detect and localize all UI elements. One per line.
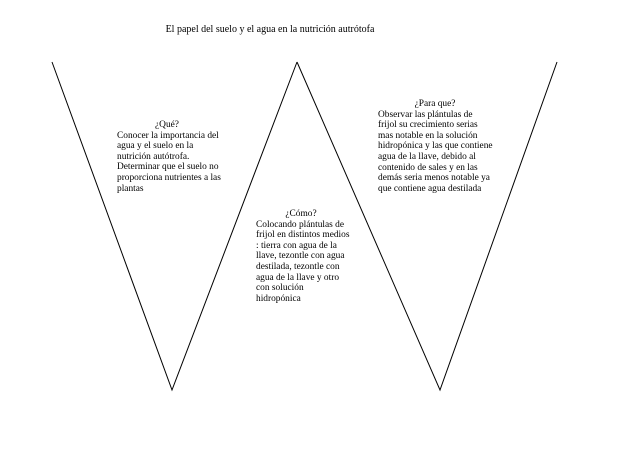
text-line: llave, tezontle con agua — [256, 251, 345, 262]
que-heading: ¿Qué? — [155, 120, 179, 130]
text-line: agua de la llave y otro — [256, 272, 340, 283]
text-line: Colocando plántulas de — [256, 219, 345, 230]
text-line: proporciona nutrientes a las — [117, 172, 221, 183]
text-line: plantas — [117, 183, 144, 194]
text-line: que contiene agua destilada — [378, 183, 482, 194]
para-que-heading: ¿Para que? — [414, 99, 456, 109]
page-title: El papel del suelo y el agua en la nutrición autrótofa — [165, 24, 375, 35]
text-line: hidropónica y las que contiene — [378, 141, 493, 152]
text-line: frijol en distintos medios — [256, 230, 350, 241]
text-line: nutrición autótrofa. — [117, 151, 190, 162]
que-text — [117, 131, 237, 195]
para-que-text — [378, 110, 500, 195]
text-line: hidropónica — [256, 293, 301, 304]
text-line: agua de la llave, debido al — [378, 151, 476, 162]
text-line: destilada, tezontle con — [256, 261, 340, 272]
como-heading: ¿Cómo? — [285, 209, 317, 219]
text-line: Conocer la importancia del — [117, 130, 219, 141]
text-line: : tierra con agua de la — [256, 240, 337, 251]
text-line: agua y el suelo en la — [117, 141, 194, 152]
para-que-block — [378, 99, 500, 194]
text-line: Observar las plántulas de — [378, 109, 473, 120]
text-line: Determinar que el suelo no — [117, 162, 219, 173]
text-line: frijol su crecimiento serias — [378, 120, 478, 131]
text-line: con solución — [256, 283, 304, 294]
como-text — [256, 220, 362, 305]
text-line: demás seria menos notable ya — [378, 173, 490, 184]
como-block — [256, 209, 362, 304]
text-line: mas notable en la solución — [378, 130, 478, 141]
text-line: contenido de sales y en las — [378, 162, 478, 173]
que-block — [117, 120, 237, 194]
